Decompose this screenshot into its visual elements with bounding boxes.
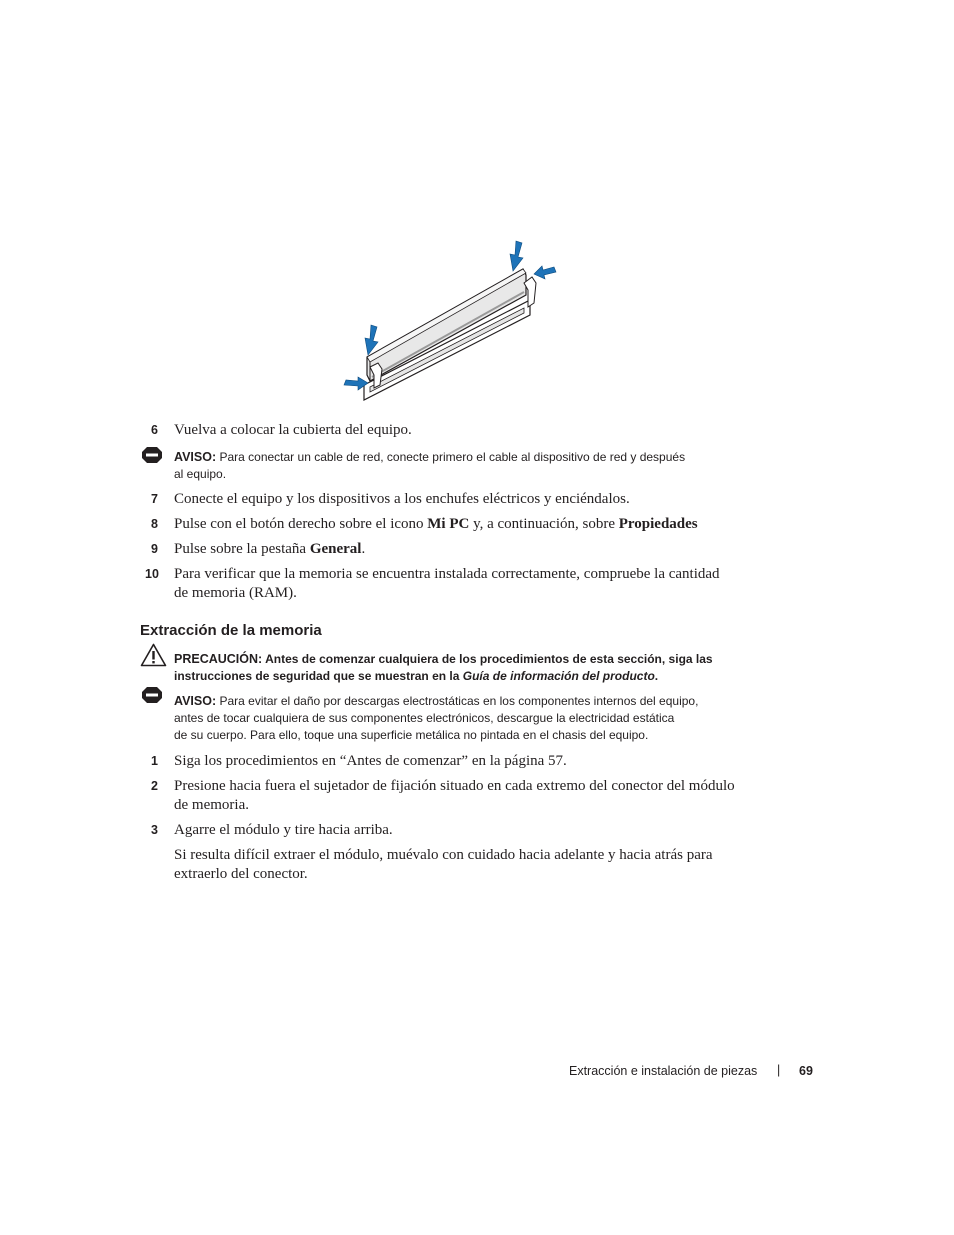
step-text: Siga los procedimientos en “Antes de comenzar” en la página 57. [174, 753, 567, 769]
step-text: Para verificar que la memoria se encuentra instalada correctamente, compruebe la cantidad de memoria (RAM). [174, 566, 720, 601]
ui-term: Propiedades [618, 516, 698, 532]
notice-label: AVISO: [174, 694, 217, 708]
notice-text: AVISO: Para conectar un cable de red, conecte primero el cable al dispositivo de red y después al equipo. [174, 450, 686, 481]
step-number: 10 [145, 567, 159, 581]
ui-term: Mi PC [427, 516, 470, 532]
step-text: Agarre el módulo y tire hacia arriba. [174, 822, 393, 838]
step-text: Presione hacia fuera el sujetador de fijación situado en cada extremo del conector del módulo de memoria. [174, 778, 735, 813]
step-number: 1 [151, 754, 158, 768]
notice-label: AVISO: [174, 450, 217, 464]
footer-section-title: Extracción e instalación de piezas [569, 1064, 758, 1078]
notice-text: AVISO: Para evitar el daño por descargas electrostáticas en los componentes internos del equipo, antes de tocar cualquiera de sus componentes electrónicos, descargue la electricidad estática de su cuerpo. Para ello, toque una superficie metálica no pintada en el chasis del equipo. [174, 694, 699, 742]
section-heading: Extracción de la memoria [140, 622, 322, 639]
step-number: 7 [151, 492, 158, 506]
step-note: Si resulta difícil extraer el módulo, muévalo con cuidado hacia adelante y hacia atrás para extraerlo del conector. [174, 847, 713, 882]
ui-term: General [309, 541, 362, 557]
memory-module-illustration [330, 235, 570, 415]
step-text: Vuelva a colocar la cubierta del equipo. [174, 422, 412, 438]
page-number: 69 [799, 1064, 813, 1078]
caution-label: PRECAUCIÓN: [174, 652, 263, 666]
notice-icon [141, 446, 163, 464]
notice-icon [141, 686, 163, 704]
step-text: Pulse sobre la pestaña General. [174, 541, 366, 557]
step-number: 9 [151, 542, 158, 556]
product-guide-title: Guía de información del producto [462, 669, 655, 683]
step-number: 3 [151, 823, 158, 837]
step-text: Pulse con el botón derecho sobre el icono Mi PC y, a continuación, sobre Propiedades [174, 516, 698, 532]
caution-triangle-icon [140, 643, 167, 667]
step-number: 6 [151, 423, 158, 437]
step-number: 8 [151, 517, 158, 531]
step-number: 2 [151, 779, 158, 793]
caution-text: PRECAUCIÓN: Antes de comenzar cualquiera de los procedimientos de esta sección, siga las instrucciones de seguridad que se muestran en la Guía de información del producto. [174, 652, 713, 683]
step-text: Conecte el equipo y los dispositivos a los enchufes eléctricos y enciéndalos. [174, 491, 630, 507]
footer-separator: | [777, 1063, 781, 1077]
